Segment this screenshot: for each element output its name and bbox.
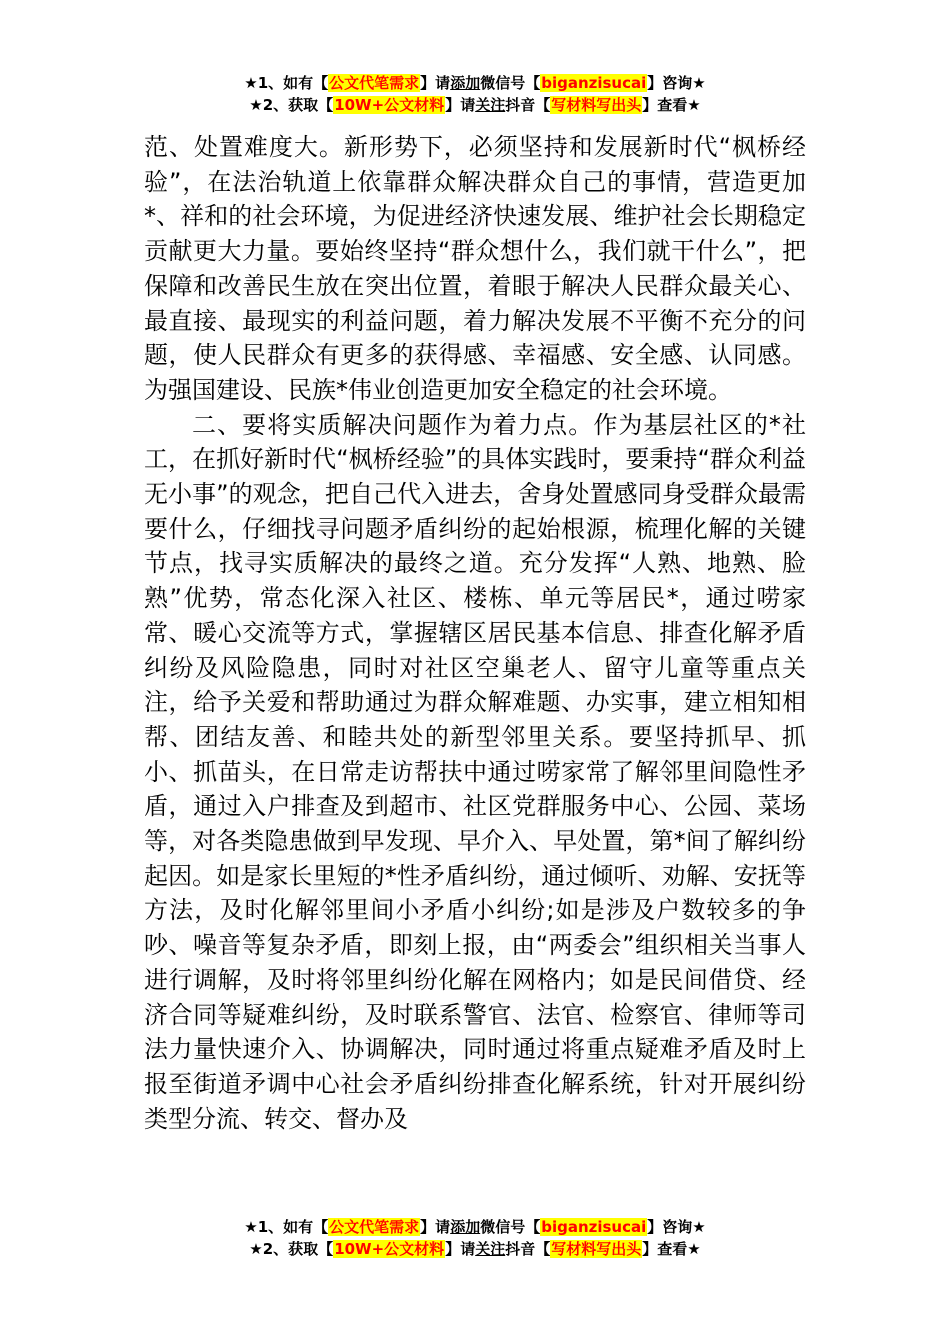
promo-footer — [0, 1216, 950, 1260]
promo-text: 】咨询★ — [647, 74, 706, 92]
promo-text: ★1、如有【 — [244, 1218, 329, 1236]
paragraph-1: 范、处置难度大。新形势下，必须坚持和发展新时代“枫桥经验”，在法治轨道上依靠群众解决群众自己的事情，营造更加*、祥和的社会环境，为促进经济快速发展、维护社会长期稳定贡献更大力量。要始终坚持“群众想什么，我们就干什么”，把保障和改善民生放在突出位置，着眼于解决人民群众最关心、最直接、最现实的利益问题，着力解决发展不平衡不充分的问题，使人民群众有更多的获得感、幸福感、安全感、认同感。为强国建设、民族*伟业创造更加安全稳定的社会环境。 — [144, 133, 806, 404]
promo-highlight: 10W+公文材料 — [334, 1240, 445, 1258]
promo-highlight: biganzisucai — [541, 74, 647, 92]
promo-line-2 — [0, 94, 950, 116]
document-body — [144, 130, 806, 1136]
promo-text: 微信号【 — [480, 1218, 541, 1236]
promo-highlight: 写材料写出头 — [551, 96, 642, 114]
promo-underlined: 关注 — [475, 1240, 506, 1258]
promo-text: 】请 — [445, 96, 476, 114]
promo-text: 微信号【 — [480, 74, 541, 92]
promo-text: ★2、获取【 — [249, 96, 334, 114]
promo-line-1 — [0, 1216, 950, 1238]
promo-text: 】查看★ — [642, 96, 701, 114]
promo-text: 抖音【 — [505, 96, 551, 114]
promo-text: ★2、获取【 — [249, 1240, 334, 1258]
paragraph-2: 二、要将实质解决问题作为着力点。作为基层社区的*社工，在抓好新时代“枫桥经验”的具体实践时，要秉持“群众利益无小事”的观念，把自己代入进去，舍身处置感同身受群众最需要什么，仔细找寻问题矛盾纠纷的起始根源，梳理化解的关键节点，找寻实质解决的最终之道。充分发挥“人熟、地熟、脸熟”优势，常态化深入社区、楼栋、单元等居民*，通过唠家常、暖心交流等方式，掌握辖区居民基本信息、排查化解矛盾纠纷及风险隐患，同时对社区空巢老人、留守儿童等重点关注，给予关爱和帮助通过为群众解难题、办实事，建立相知相帮、团结友善、和睦共处的新型邻里关系。要坚持抓早、抓小、抓苗头，在日常走访帮扶中通过唠家常了解邻里间隐性矛盾，通过入户排查及到超市、社区党群服务中心、公园、菜场等，对各类隐患做到早发现、早介入、早处置，第*间了解纠纷起因。如是家长里短的*性矛盾纠纷，通过倾听、劝解、安抚等方法，及时化解邻里间小矛盾小纠纷;如是涉及户数较多的争吵、噪音等复杂矛盾，即刻上报，由“两委会”组织相关当事人进行调解，及时将邻里纠纷化解在网格内；如是民间借贷、经济合同等疑难纠纷，及时联系警官、法官、检察官、律师等司法力量快速介入、协调解决，同时通过将重点疑难矛盾及时上报至街道矛调中心社会矛盾纠纷排查化解系统，针对开展纠纷类型分流、转交、督办及 — [144, 410, 806, 1133]
promo-text: ★1、如有【 — [244, 74, 329, 92]
promo-highlight: 写材料写出头 — [551, 1240, 642, 1258]
promo-text: 】咨询★ — [647, 1218, 706, 1236]
promo-underlined: 添加 — [450, 1218, 481, 1236]
promo-header — [0, 72, 950, 116]
promo-text: 】请 — [445, 1240, 476, 1258]
promo-text: 】请 — [420, 74, 451, 92]
promo-underlined: 关注 — [475, 96, 506, 114]
promo-text: 】查看★ — [642, 1240, 701, 1258]
promo-highlight: 公文代笔需求 — [329, 74, 420, 92]
promo-highlight: biganzisucai — [541, 1218, 647, 1236]
promo-text: 】请 — [420, 1218, 451, 1236]
promo-line-2 — [0, 1238, 950, 1260]
promo-highlight: 10W+公文材料 — [334, 96, 445, 114]
promo-text: 抖音【 — [505, 1240, 551, 1258]
promo-underlined: 添加 — [450, 74, 481, 92]
promo-highlight: 公文代笔需求 — [329, 1218, 420, 1236]
promo-line-1 — [0, 72, 950, 94]
